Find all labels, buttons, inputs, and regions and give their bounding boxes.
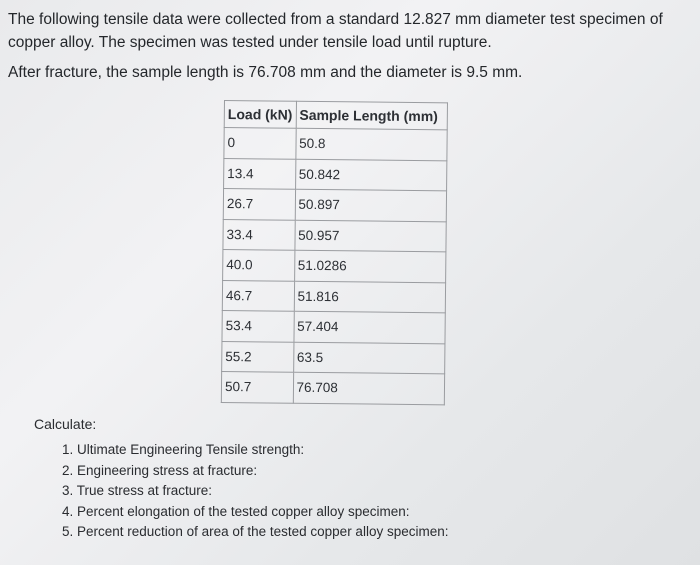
load-cell: 26.7	[223, 189, 295, 220]
list-item: 1. Ultimate Engineering Tensile strength:	[62, 442, 305, 457]
load-cell: 40.0	[223, 249, 295, 280]
table-row	[222, 341, 445, 374]
load-cell: 50.7	[221, 371, 293, 402]
length-cell: 50.957	[294, 220, 445, 252]
list-item: 5. Percent reduction of area of the tested copper alloy specimen:	[62, 524, 449, 539]
length-cell: 50.897	[295, 189, 446, 221]
calculate-label: Calculate:	[34, 416, 97, 432]
list-item: 4. Percent elongation of the tested copper alloy specimen:	[62, 503, 410, 519]
table-row	[221, 371, 444, 404]
table-header-row	[224, 101, 447, 130]
load-cell: 46.7	[222, 280, 294, 311]
intro-text-fracture: After fracture, the sample length is 76.708 mm and the diameter is 9.5 mm.	[8, 64, 523, 81]
length-cell: 76.708	[293, 372, 444, 404]
length-cell: 51.0286	[294, 250, 445, 282]
load-cell: 53.4	[222, 310, 294, 341]
load-cell: 55.2	[222, 341, 294, 372]
header-load: Load (kN)	[224, 101, 296, 129]
length-cell: 57.404	[294, 311, 445, 343]
table-row	[224, 128, 447, 161]
intro-text-specimen: The following tensile data were collected from a standard 12.827 mm diameter test specimen of copper alloy. The specimen was tested under tensile load until rupture.	[8, 11, 663, 51]
length-cell: 50.842	[295, 159, 446, 191]
length-cell: 51.816	[294, 281, 445, 313]
tensile-data-table-wrapper	[221, 100, 448, 405]
load-cell: 33.4	[223, 219, 295, 250]
problem-statement	[8, 8, 692, 84]
table-row	[222, 310, 445, 343]
table-row	[222, 280, 445, 313]
list-item: 3. True stress at fracture:	[62, 483, 213, 498]
header-sample-length: Sample Length (mm)	[296, 101, 447, 130]
tensile-data-table	[221, 100, 448, 405]
table-row	[223, 249, 446, 282]
length-cell: 50.8	[295, 128, 446, 160]
length-cell: 63.5	[293, 342, 444, 374]
table-row	[223, 189, 446, 222]
calculation-task-list	[62, 440, 448, 543]
load-cell: 13.4	[224, 158, 296, 189]
load-cell: 0	[224, 128, 296, 159]
table-row	[223, 219, 446, 252]
table-row	[224, 158, 447, 191]
list-item: 2. Engineering stress at fracture:	[62, 462, 258, 478]
